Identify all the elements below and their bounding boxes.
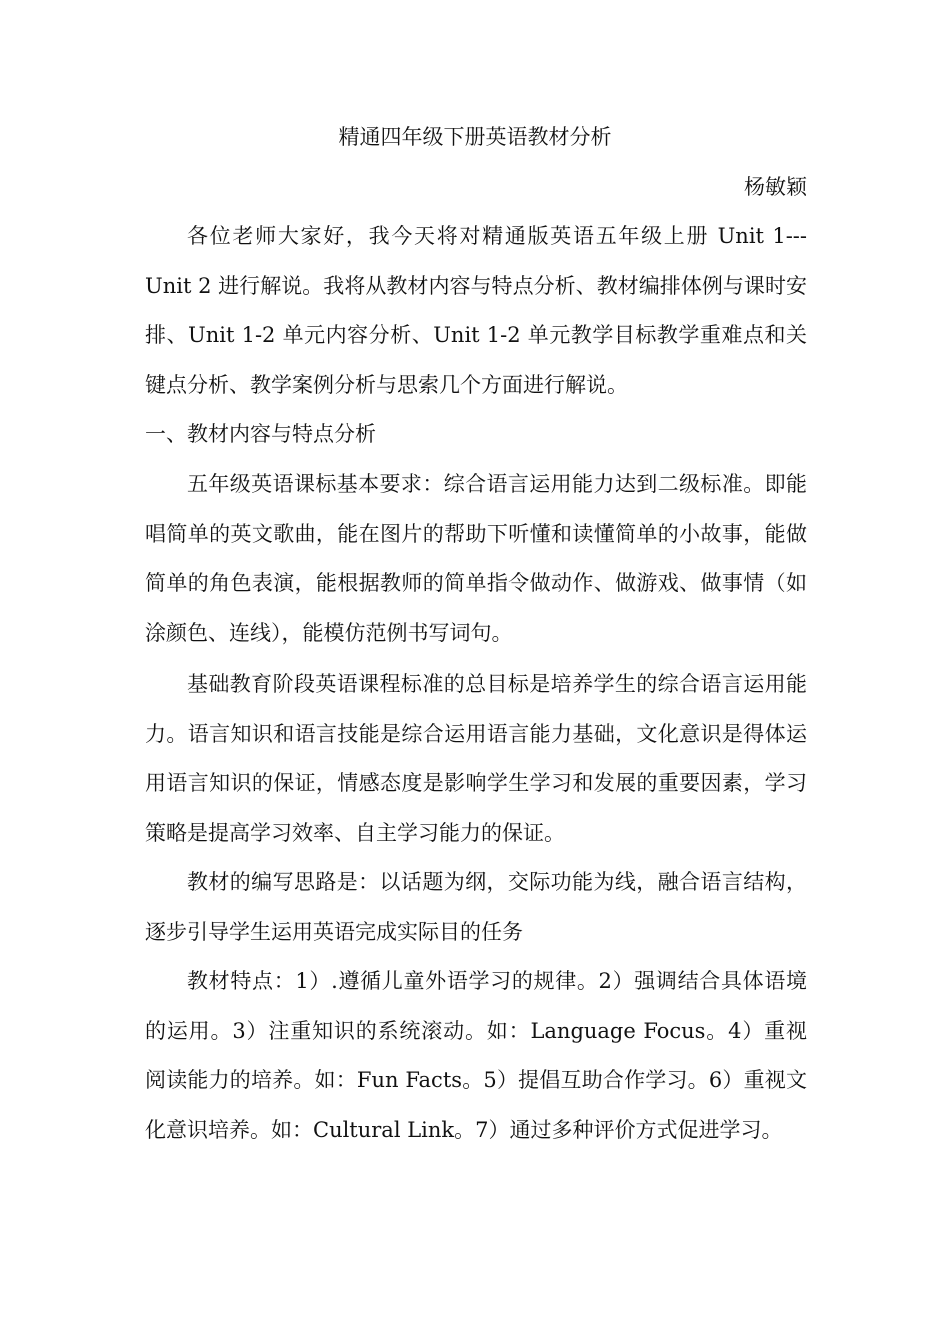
document-title: 精通四年级下册英语教材分析 [338,125,612,149]
author-name: 杨敏颖 [744,175,807,199]
approach-paragraph: 教材的编写思路是：以话题为纲，交际功能为线，融合语言结构，逐步引导学生运用英语完成实际目的任务 [145,870,807,944]
intro-paragraph: 各位老师大家好，我今天将对精通版英语五年级上册 Unit 1---Unit 2 进行解说。我将从教材内容与特点分析、教材编排体例与课时安排、Unit 1-2 单元内容分析、Unit 1-2 单元教学目标教学重难点和关键点分析、教学案例分析与思索几个方面进行解说。 [145,224,807,397]
section-heading: 一、教材内容与特点分析 [145,422,376,446]
goal-paragraph: 基础教育阶段英语课程标准的总目标是培养学生的综合语言运用能力。语言知识和语言技能是综合运用语言能力基础，文化意识是得体运用语言知识的保证，情感态度是影响学生学习和发展的重要因素，学习策略是提高学习效率、自主学习能力的保证。 [145,672,807,845]
features-paragraph: 教材特点：1）.遵循儿童外语学习的规律。2）强调结合具体语境 的运用。3）注重知识的系统滚动。如：Language Focus。4）重视阅读能力的培养。如：Fun Facts。5）提倡互助合作学习。6）重视文化意识培养。如：Cultural Link。7）通过多种评价方式促进学习。 [145,969,807,1142]
requirements-paragraph: 五年级英语课标基本要求：综合语言运用能力达到二级标准。即能唱简单的英文歌曲，能在图片的帮助下听懂和读懂简单的小故事，能做简单的角色表演，能根据教师的简单指令做动作、做游戏、做事情（如涂颜色、连线），能模仿范例书写词句。 [145,472,807,645]
